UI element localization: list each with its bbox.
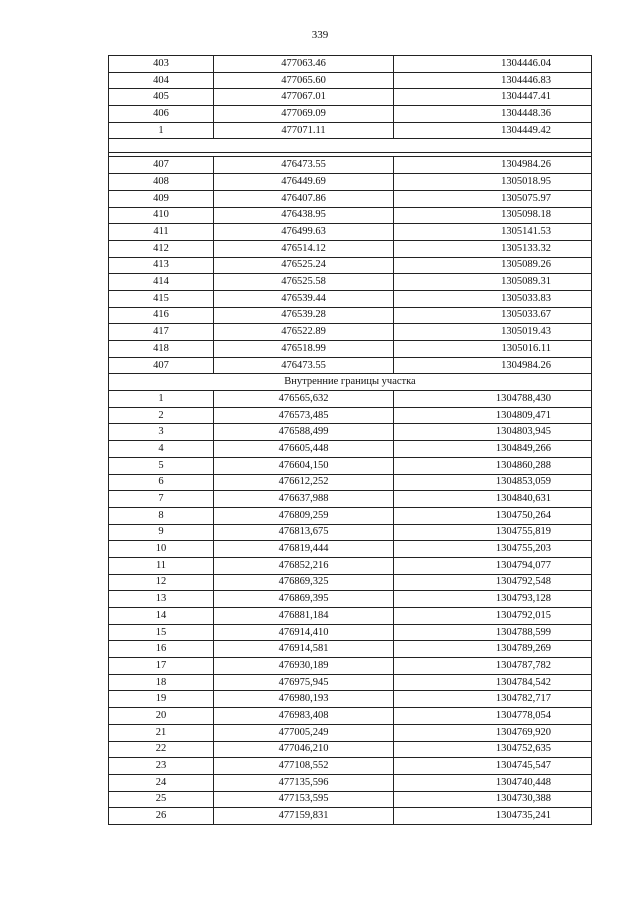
table-row [109, 441, 592, 458]
x-coordinate-cell: 476980,193 [214, 691, 394, 708]
y-coordinate-cell: 1304788,430 [394, 391, 592, 408]
point-number-cell: 403 [109, 56, 214, 73]
x-coordinate-cell: 476975,945 [214, 674, 394, 691]
table-row [109, 290, 592, 307]
x-coordinate-cell: 476983,408 [214, 708, 394, 725]
table-row [109, 808, 592, 825]
y-coordinate-cell: 1304750,264 [394, 507, 592, 524]
y-coordinate-cell: 1304788,599 [394, 624, 592, 641]
table-row [109, 658, 592, 675]
y-coordinate-cell: 1304849,266 [394, 441, 592, 458]
point-number-cell: 3 [109, 424, 214, 441]
point-number-cell: 18 [109, 674, 214, 691]
x-coordinate-cell: 476612,252 [214, 474, 394, 491]
x-coordinate-cell: 477159,831 [214, 808, 394, 825]
y-coordinate-cell: 1304755,203 [394, 541, 592, 558]
point-number-cell: 15 [109, 624, 214, 641]
table-row [109, 624, 592, 641]
y-coordinate-cell: 1304853,059 [394, 474, 592, 491]
y-coordinate-cell: 1304449.42 [394, 122, 592, 139]
x-coordinate-cell: 477108,552 [214, 758, 394, 775]
x-coordinate-cell: 477069.09 [214, 106, 394, 123]
table-row [109, 507, 592, 524]
point-number-cell: 1 [109, 122, 214, 139]
x-coordinate-cell: 476914,581 [214, 641, 394, 658]
x-coordinate-cell: 477063.46 [214, 56, 394, 73]
point-number-cell: 4 [109, 441, 214, 458]
y-coordinate-cell: 1304755,819 [394, 524, 592, 541]
table-row [109, 474, 592, 491]
x-coordinate-cell: 476637,988 [214, 491, 394, 508]
table-row [109, 157, 592, 174]
y-coordinate-cell: 1304769,920 [394, 724, 592, 741]
table-row [109, 574, 592, 591]
x-coordinate-cell: 476588,499 [214, 424, 394, 441]
point-number-cell: 404 [109, 72, 214, 89]
table-row [109, 56, 592, 73]
table-row [109, 174, 592, 191]
x-coordinate-cell: 476539.28 [214, 307, 394, 324]
table-row [109, 774, 592, 791]
x-coordinate-cell: 476914,410 [214, 624, 394, 641]
y-coordinate-cell: 1304789,269 [394, 641, 592, 658]
x-coordinate-cell: 476473.55 [214, 157, 394, 174]
x-coordinate-cell: 477046,210 [214, 741, 394, 758]
table-row [109, 457, 592, 474]
coordinates-table [108, 55, 592, 825]
point-number-cell: 414 [109, 274, 214, 291]
point-number-cell: 410 [109, 207, 214, 224]
x-coordinate-cell: 476819,444 [214, 541, 394, 558]
x-coordinate-cell: 477067.01 [214, 89, 394, 106]
table-row [109, 608, 592, 625]
x-coordinate-cell: 476499.63 [214, 224, 394, 241]
x-coordinate-cell: 477005,249 [214, 724, 394, 741]
table-row [109, 424, 592, 441]
y-coordinate-cell: 1305075.97 [394, 190, 592, 207]
point-number-cell: 415 [109, 290, 214, 307]
table-row [109, 691, 592, 708]
table-row [109, 541, 592, 558]
point-number-cell: 6 [109, 474, 214, 491]
y-coordinate-cell: 1305133.32 [394, 240, 592, 257]
y-coordinate-cell: 1305098.18 [394, 207, 592, 224]
x-coordinate-cell: 476605,448 [214, 441, 394, 458]
y-coordinate-cell: 1304447.41 [394, 89, 592, 106]
x-coordinate-cell: 476525.58 [214, 274, 394, 291]
point-number-cell: 409 [109, 190, 214, 207]
y-coordinate-cell: 1305019.43 [394, 324, 592, 341]
x-coordinate-cell: 476930,189 [214, 658, 394, 675]
table-row [109, 491, 592, 508]
point-number-cell: 418 [109, 341, 214, 358]
point-number-cell: 10 [109, 541, 214, 558]
point-number-cell: 17 [109, 658, 214, 675]
y-coordinate-cell: 1305141.53 [394, 224, 592, 241]
y-coordinate-cell: 1304984.26 [394, 357, 592, 374]
y-coordinate-cell: 1304740,448 [394, 774, 592, 791]
table-row [109, 591, 592, 608]
point-number-cell: 413 [109, 257, 214, 274]
y-coordinate-cell: 1304803,945 [394, 424, 592, 441]
x-coordinate-cell: 476604,150 [214, 457, 394, 474]
y-coordinate-cell: 1304787,782 [394, 658, 592, 675]
x-coordinate-cell: 477135,596 [214, 774, 394, 791]
x-coordinate-cell: 476809,259 [214, 507, 394, 524]
table-row [109, 674, 592, 691]
point-number-cell: 26 [109, 808, 214, 825]
y-coordinate-cell: 1304809,471 [394, 407, 592, 424]
y-coordinate-cell: 1304446.04 [394, 56, 592, 73]
x-coordinate-cell: 477065.60 [214, 72, 394, 89]
x-coordinate-cell: 476518.99 [214, 341, 394, 358]
y-coordinate-cell: 1304745,547 [394, 758, 592, 775]
table-row [109, 758, 592, 775]
x-coordinate-cell: 476473.55 [214, 357, 394, 374]
y-coordinate-cell: 1304784,542 [394, 674, 592, 691]
x-coordinate-cell: 476869,395 [214, 591, 394, 608]
y-coordinate-cell: 1304793,128 [394, 591, 592, 608]
x-coordinate-cell: 476525.24 [214, 257, 394, 274]
table-row [109, 791, 592, 808]
table-row [109, 274, 592, 291]
point-number-cell: 417 [109, 324, 214, 341]
y-coordinate-cell: 1305018.95 [394, 174, 592, 191]
table-row [109, 341, 592, 358]
point-number-cell: 20 [109, 708, 214, 725]
point-number-cell: 12 [109, 574, 214, 591]
point-number-cell: 411 [109, 224, 214, 241]
table-row [109, 391, 592, 408]
y-coordinate-cell: 1305033.67 [394, 307, 592, 324]
x-coordinate-cell: 476565,632 [214, 391, 394, 408]
x-coordinate-cell: 476573,485 [214, 407, 394, 424]
y-coordinate-cell: 1305089.26 [394, 257, 592, 274]
table-row [109, 89, 592, 106]
table-row [109, 524, 592, 541]
x-coordinate-cell: 476539.44 [214, 290, 394, 307]
y-coordinate-cell: 1305033.83 [394, 290, 592, 307]
section-title: Внутренние границы участка [109, 374, 592, 391]
y-coordinate-cell: 1304730,388 [394, 791, 592, 808]
point-number-cell: 8 [109, 507, 214, 524]
point-number-cell: 21 [109, 724, 214, 741]
x-coordinate-cell: 477153,595 [214, 791, 394, 808]
y-coordinate-cell: 1305016.11 [394, 341, 592, 358]
point-number-cell: 23 [109, 758, 214, 775]
table-row [109, 708, 592, 725]
point-number-cell: 2 [109, 407, 214, 424]
x-coordinate-cell: 477071.11 [214, 122, 394, 139]
table-row [109, 106, 592, 123]
x-coordinate-cell: 476407.86 [214, 190, 394, 207]
y-coordinate-cell: 1305089.31 [394, 274, 592, 291]
table-row [109, 307, 592, 324]
table-row [109, 407, 592, 424]
point-number-cell: 407 [109, 157, 214, 174]
x-coordinate-cell: 476852,216 [214, 557, 394, 574]
point-number-cell: 16 [109, 641, 214, 658]
point-number-cell: 405 [109, 89, 214, 106]
table-row [109, 72, 592, 89]
table-row [109, 240, 592, 257]
x-coordinate-cell: 476522.89 [214, 324, 394, 341]
y-coordinate-cell: 1304735,241 [394, 808, 592, 825]
y-coordinate-cell: 1304778,054 [394, 708, 592, 725]
y-coordinate-cell: 1304794,077 [394, 557, 592, 574]
x-coordinate-cell: 476514.12 [214, 240, 394, 257]
section-header-row [109, 374, 592, 391]
point-number-cell: 408 [109, 174, 214, 191]
table-row [109, 741, 592, 758]
point-number-cell: 24 [109, 774, 214, 791]
point-number-cell: 25 [109, 791, 214, 808]
page-number: 339 [311, 29, 329, 41]
point-number-cell: 5 [109, 457, 214, 474]
table-row [109, 190, 592, 207]
point-number-cell: 407 [109, 357, 214, 374]
y-coordinate-cell: 1304840,631 [394, 491, 592, 508]
table-row [109, 724, 592, 741]
point-number-cell: 1 [109, 391, 214, 408]
x-coordinate-cell: 476881,184 [214, 608, 394, 625]
y-coordinate-cell: 1304446.83 [394, 72, 592, 89]
y-coordinate-cell: 1304448.36 [394, 106, 592, 123]
y-coordinate-cell: 1304860,288 [394, 457, 592, 474]
point-number-cell: 19 [109, 691, 214, 708]
point-number-cell: 7 [109, 491, 214, 508]
y-coordinate-cell: 1304792,015 [394, 608, 592, 625]
point-number-cell: 412 [109, 240, 214, 257]
point-number-cell: 416 [109, 307, 214, 324]
point-number-cell: 406 [109, 106, 214, 123]
table-row [109, 324, 592, 341]
y-coordinate-cell: 1304752,635 [394, 741, 592, 758]
point-number-cell: 11 [109, 557, 214, 574]
point-number-cell: 22 [109, 741, 214, 758]
x-coordinate-cell: 476449.69 [214, 174, 394, 191]
table-row [109, 557, 592, 574]
y-coordinate-cell: 1304984.26 [394, 157, 592, 174]
point-number-cell: 14 [109, 608, 214, 625]
x-coordinate-cell: 476438.95 [214, 207, 394, 224]
y-coordinate-cell: 1304782,717 [394, 691, 592, 708]
y-coordinate-cell: 1304792,548 [394, 574, 592, 591]
point-number-cell: 13 [109, 591, 214, 608]
table-row [109, 257, 592, 274]
table-separator [109, 139, 592, 153]
table-row [109, 357, 592, 374]
table-row [109, 224, 592, 241]
table-row [109, 122, 592, 139]
table-row [109, 641, 592, 658]
table-row [109, 207, 592, 224]
x-coordinate-cell: 476869,325 [214, 574, 394, 591]
x-coordinate-cell: 476813,675 [214, 524, 394, 541]
point-number-cell: 9 [109, 524, 214, 541]
